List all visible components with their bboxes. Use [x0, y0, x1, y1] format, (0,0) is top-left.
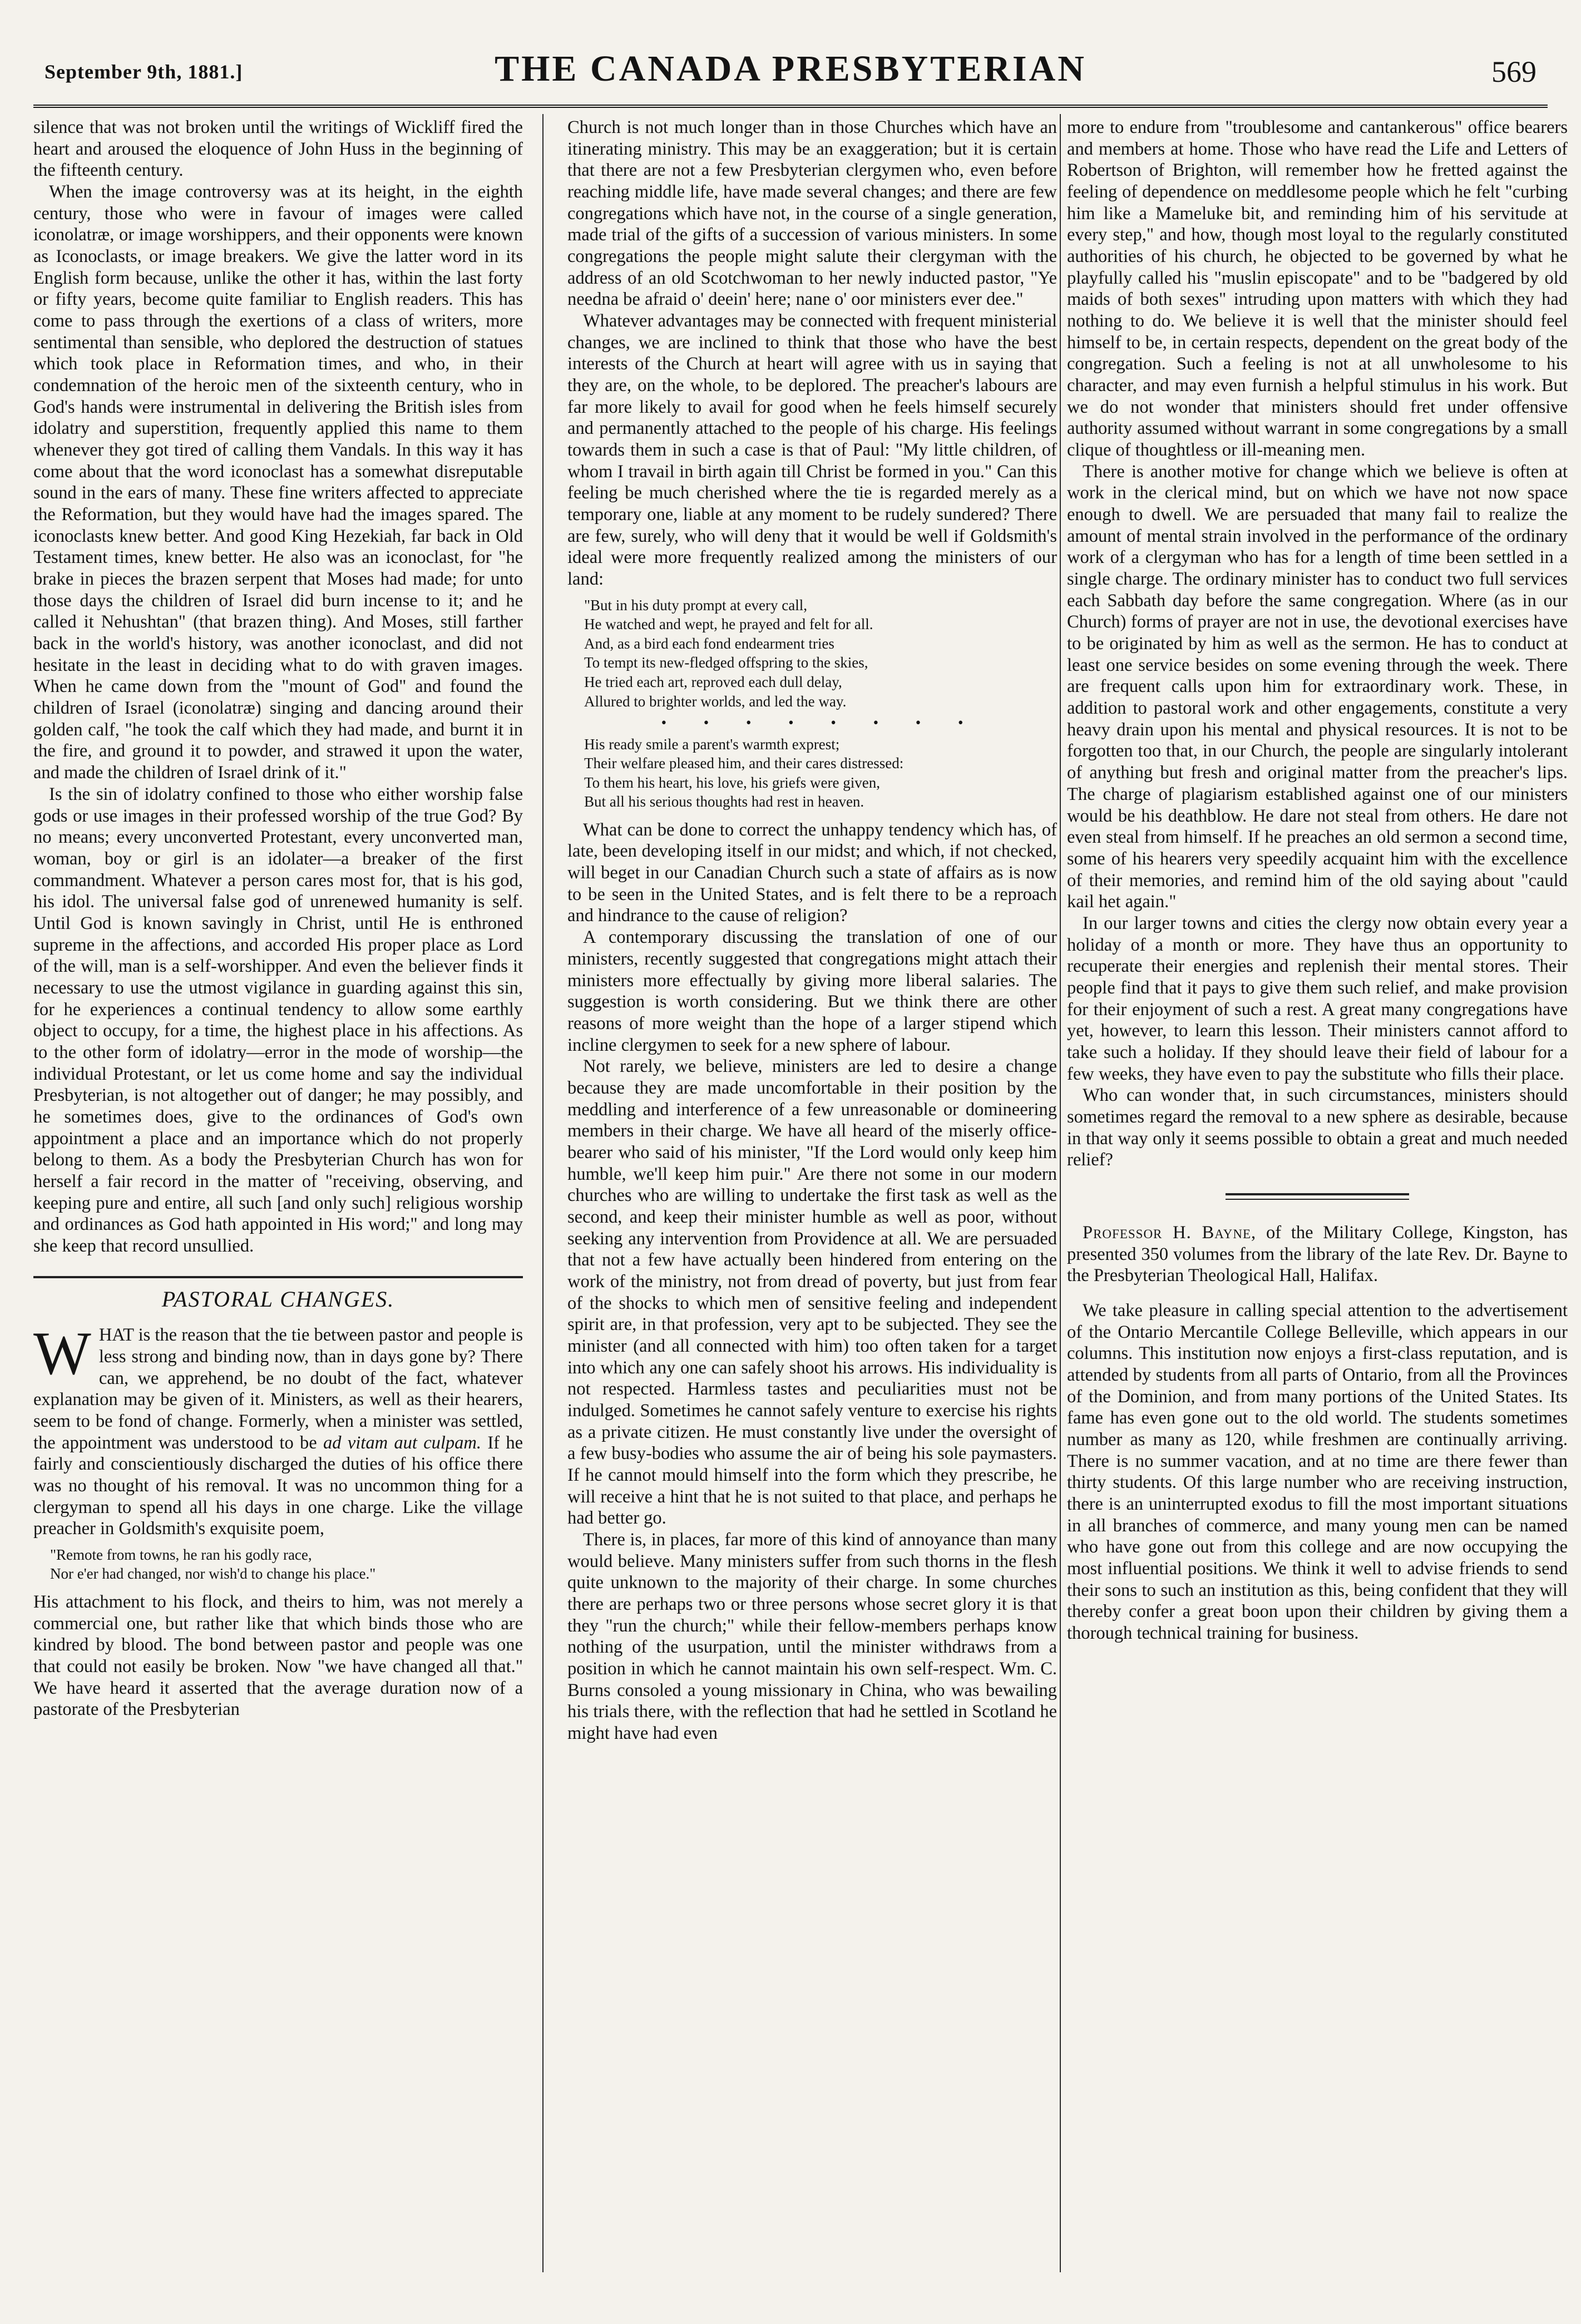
ellipsis-stars: • • • • • • • •	[661, 714, 980, 731]
paragraph: more to endure from "troublesome and cantankerous" office bearers and members at home. Those who have read the Life and Letters of Robertson of Brighton, will remember how he fretted against the feeling of dependence on meddlesome people which he felt "curbing him like a Mameluke bit, and reminding him of his servitude at every step," and how, though most loyal to the regularly constituted authorities of his church, he objected to be governed by what he playfully called his "muslin episcopate" and to be "badgered by old maids of both sexes" intruding upon matters with which they had nothing to do. We believe it is well that the minister should feel himself to be, in certain respects, dependent on the great body of the congregation. Such a feeling is not at all unwholesome to his character, and may even furnish a helpful stimulus in his work. But we do not wonder that ministers should fret under offensive authority assumed without warrant in some congregations by a small clique of thoughtless or ill-meaning men.	[1067, 117, 1568, 461]
paragraph: In our larger towns and cities the clergy now obtain every year a holiday of a month or more. They have thus an opportunity to recuperate their energies and replenish their mental stores. Their people find that it pays to give them such relief, and make provision for their enjoyment of such a rest. A great many congregations have yet, however, to learn this lesson. Their ministers cannot afford to take such a holiday. If they should leave their field of labour for a few weeks, they have even to pay the substitute who fills their place.	[1067, 913, 1568, 1084]
paragraph-text: HAT is the reason that the tie between pastor and people is less strong and binding now, than in days gone by? There can, we apprehend, be no doubt of the fact, whatever explanation may be given of it. Ministers, as well as their hearers, seem to be fond of change. Formerly, when a minister was settled, the appointment was understood to be	[33, 1325, 523, 1453]
section-heading: PASTORAL CHANGES.	[33, 1276, 523, 1313]
latin-phrase: ad vitam aut culpam.	[323, 1432, 482, 1453]
paragraph: Not rarely, we believe, ministers are led to desire a change because they are made uncomfortable in their position by the meddling and interference of a few unreasonable or domineering members in their charge. We have all heard of the miserly office-bearer who said of his minister, "If the Lord would only keep him humble, we'll keep him puir." Are there not some in our modern churches who are willing to undertake the first task as well as the second, and keep their minister humble as well as poor, without seeking any intervention from Providence at all. We are persuaded that not a few have actually been hindered from entering on the work of the ministry, not from dread of poverty, but just from fear of the shocks to which men of sensitive feeling and independent spirit are, in that profession, very apt to be subjected. They see the minister (and all connected with him) too often taken for a target into which any one can safely shoot his arrows. His individuality is not respected. Harmless tastes and peculiarities must not be indulged. Sometimes he cannot safely venture to exercise his rights as a private citizen. He must constantly live under the oversight of a few busy-bodies who assume the air of being his sole paymasters. If he cannot mould himself into the form which they prescribe, he will receive a hint that he is not suited to that place, and perhaps he had better go.	[567, 1056, 1057, 1529]
paragraph: Church is not much longer than in those Churches which have an itinerating ministry. This may be an exaggeration; but it is certain that there are not a few Presbyterian clergymen who, even before reaching middle life, have made several changes; and there are few congregations which have not, in the course of a single generation, made trial of the gifts of a succession of various ministers. In some congregations the people might salute their clergyman with the address of an old Scotchwoman to her newly inducted pastor, "Ye needna be afraid o' deein' here; nane o' oor ministers ever dee."	[567, 117, 1057, 310]
paragraph-text: If he fairly and conscientiously discharged the duties of his office there was no thought of his removal. It was no uncommon thing for a clergyman to spend all his days in one charge. Like the village preacher in Goldsmith's exquisite poem,	[33, 1432, 523, 1539]
page-header	[33, 43, 1548, 108]
quote-line: "Remote from towns, he ran his godly race,	[50, 1546, 312, 1563]
masthead-title: THE CANADA PRESBYTERIAN	[495, 48, 1086, 89]
poem-line: Their welfare pleased him, and their cares distressed:	[584, 755, 904, 772]
quotation	[50, 1545, 523, 1584]
paragraph: There is another motive for change which we believe is often at work in the clerical mind, but on which we have not now space enough to dwell. We are persuaded that many fail to realize the amount of mental strain involved in the performance of the ordinary work of a clergyman who has for a length of time been settled in a single charge. The ordinary minister has to conduct two full services each Sabbath day before the same congregation. Where (as in our Church) forms of prayer are not in use, the devotional exercises have to be originated by him as well as the sermon. He has to conduct at least one service besides on some evening through the week. There are frequent calls upon him for extraordinary work. These, in addition to pastoral work and other engagements, constitute a very heavy drain upon his mental and physical resources. It is not to be forgotten too that, in our Church, the people are singularly intolerant of anything but fresh and original matter from the preacher's lips. The charge of plagiarism established against one of our ministers would be his deathblow. He dare not steal from others. He dare not even steal from himself. If he preaches an old sermon a second time, some of his hearers very speedily acquaint him with the excellence of their memories, and remind him of the old saying about "cauld kail het again."	[1067, 461, 1568, 912]
page-number: 569	[1491, 55, 1536, 88]
column-1	[33, 117, 523, 2286]
paragraph: There is, in places, far more of this kind of annoyance than many would believe. Many ministers suffer from such thorns in the flesh quite unknown to the majority of their charge. In some churches there are perhaps two or three persons whose secret glory it is that they "run the church;" while their fellow-members perhaps know nothing of the usurpation, until the minister withdraws from a position in which he cannot maintain his own self-respect. Wm. C. Burns consoled a young missionary in China, who was bewailing his trials there, with the reflection that had he settled in Scotland he might have had even	[567, 1529, 1057, 1744]
poem-line: And, as a bird each fond endearment tries	[584, 635, 834, 652]
poem-line: His ready smile a parent's warmth exprest;	[584, 735, 840, 753]
paragraph: Whatever advantages may be connected with frequent ministerial changes, we are inclined to think that those who have the best interests of the Church at heart will agree with us in saying that they are, on the whole, to be deplored. The preacher's labours are far more likely to avail for good when he feels himself securely and permanently attached to the people of his charge. His feelings towards them in such a case is that of Paul: "My little children, of whom I travail in birth again till Christ be formed in you." Can this feeling be much cherished where the tie is regarded merely as a temporary one, liable at any moment to be rudely sundered? There are few, surely, who will deny that it would be well if Goldsmith's ideal were more frequently realized among the ministers of our land:	[567, 311, 1057, 590]
column-2	[567, 117, 1057, 2286]
paragraph: When the image controversy was at its height, in the eighth century, those who were in favour of images were called iconolatræ, or image worshippers, and their opponents were known as Iconoclasts, or image breakers. We give the latter word in its English form because, unlike the other it has, within the last forty or fifty years, become quite familiar to English readers. This has come to pass through the exertions of a class of writers, more sentimental than sensible, who deplored the destruction of statues which took place in Reformation times, and who, in their condemnation of the heroic men of the sixteenth century, who in God's hands were instrumental in delivering the British isles from idolatry and superstition, frequently applied this name to them whenever they got tired of calling them Vandals. In this way it has come about that the word iconoclast has a somewhat disreputable sound in the ears of many. These fine writers affected to appreciate the Reformation, but they would have had the images spared. The iconoclasts knew better. And good King Hezekiah, far back in Old Testament times, knew better. He also was an iconoclast, for "he brake in pieces the brazen serpent that Moses had made; for unto those days the children of Israel did burn incense to it; and he called it Nehushtan" (that brazen thing). And Moses, still farther back in the world's history, was another iconoclast, and did not hesitate in the least in deciding what to do with graven images. When he came down from the "mount of God" and found the children of Israel (iconolatræ) singing and dancing around their golden calf, "he took the calf which they had made, and burnt it in the fire, and ground it to powder, and strawed it upon the water, and made the children of Israel drink of it."	[33, 182, 523, 783]
paragraph: A contemporary discussing the translation of one of our ministers, recently suggested that congregations might attach their ministers more effectually by giving more liberal salaries. The suggestion is worth considering. But we think there are other reasons of more weight than the hope of a larger stipend which incline clergymen to seek for a new sphere of labour.	[567, 927, 1057, 1055]
paragraph: His attachment to his flock, and theirs to him, was not merely a commercial one, but rather like that which binds those who are kindred by blood. The bond between pastor and people was one that could not easily be broken. Now "we have changed all that." We have heard it asserted that the average duration now of a pastorate of the Presbyterian	[33, 1592, 523, 1720]
column-rule	[1060, 114, 1061, 2272]
poem-quotation	[584, 596, 1057, 812]
paragraph: silence that was not broken until the writings of Wickliff fired the heart and aroused the eloquence of John Huss in the beginning of the fifteenth century.	[33, 117, 523, 181]
issue-date: September 9th, 1881.]	[45, 61, 243, 83]
paragraph: Who can wonder that, in such circumstances, ministers should sometimes regard the removal to a new sphere as desirable, because in that way only it seems possible to obtain a great and much needed relief?	[1067, 1085, 1568, 1170]
paragraph: What can be done to correct the unhappy tendency which has, of late, been developing itself in our midst; and which, if not checked, will beget in our Canadian Church such a state of affairs as is now to be seen in the United States, and is felt there to be a reproach and hindrance to the cause of religion?	[567, 819, 1057, 926]
paragraph	[33, 1319, 523, 1540]
paragraph: Is the sin of idolatry confined to those who either worship false gods or use images in their professed worship of the true God? By no means; every unconverted Protestant, every unconverted man, woman, boy or girl is an idolater—a breaker of the first commandment. Whatever a person cares most for, that is his god, his idol. The universal false god of unrenewed humanity is self. Until God is known savingly in Christ, until He is enthroned supreme in the affections, and accorded His proper place as Lord of the will, man is a self-worshipper. And even the believer finds it necessary to use the utmost vigilance in guarding against this sin, for he experiences a continual tendency to allow some earthly object to occupy, for a time, the highest place in his affections. As to the other form of idolatry—error in the mode of worship—the individual Protestant, or let us come home and say the individual Presbyterian, is not altogether out of danger; he may possibly, and he sometimes does, give to the ordinances of God's own appointment a place and an importance which do not properly belong to them. As a body the Presbyterian Church has won for herself a fair record in the matter of "receiving, observing, and keeping pure and entire, all such [and only such] religious worship and ordinances as God hath appointed in His word;" and long may she keep that record unsullied.	[33, 784, 523, 1256]
poem-line: He tried each art, reproved each dull delay,	[584, 673, 842, 690]
paragraph	[1067, 1222, 1568, 1287]
section-separator	[1226, 1193, 1409, 1200]
paragraph-text: of the Military College, Kingston, has presented 350 volumes from the library of the late Rev. Dr. Bayne to the Presbyterian Theological Hall, Halifax.	[1067, 1222, 1568, 1286]
poem-line: He watched and wept, he prayed and felt for all.	[584, 616, 873, 633]
drop-cap: W	[33, 1319, 91, 1388]
column-rule	[542, 114, 544, 2272]
quote-line: Nor e'er had changed, nor wish'd to change his place."	[50, 1565, 376, 1583]
poem-line: But all his serious thoughts had rest in heaven.	[584, 793, 864, 810]
person-name: Professor H. Bayne,	[1083, 1222, 1257, 1243]
poem-line: "But in his duty prompt at every call,	[584, 596, 807, 614]
poem-line: Allured to brighter worlds, and led the way.	[584, 693, 847, 710]
poem-line: To tempt its new-fledged offspring to the skies,	[584, 654, 868, 671]
paragraph: We take pleasure in calling special attention to the advertisement of the Ontario Mercantile College Belleville, which appears in our columns. This institution now enjoys a first-class reputation, and is attended by students from all parts of Ontario, from all the Provinces of the Dominion, and from many portions of the United States. Its fame has even gone out to the old world. The students sometimes number as many as 120, while freshmen are continually arriving. There is no summer vacation, and at no time are there fewer than thirty students. Of this large number who are receiving instruction, there is an uninterrupted exodus to fill the most important situations in all branches of commerce, and many young men can be named who have gone out from this college and are now occupying the most influential positions. We think it well to advise friends to send their sons to such an institution as this, being confident that they will thereby confer a great boon upon their children by giving them a thorough technical training for business.	[1067, 1300, 1568, 1644]
poem-line: To them his heart, his love, his griefs were given,	[584, 774, 880, 791]
column-3	[1067, 117, 1568, 2286]
